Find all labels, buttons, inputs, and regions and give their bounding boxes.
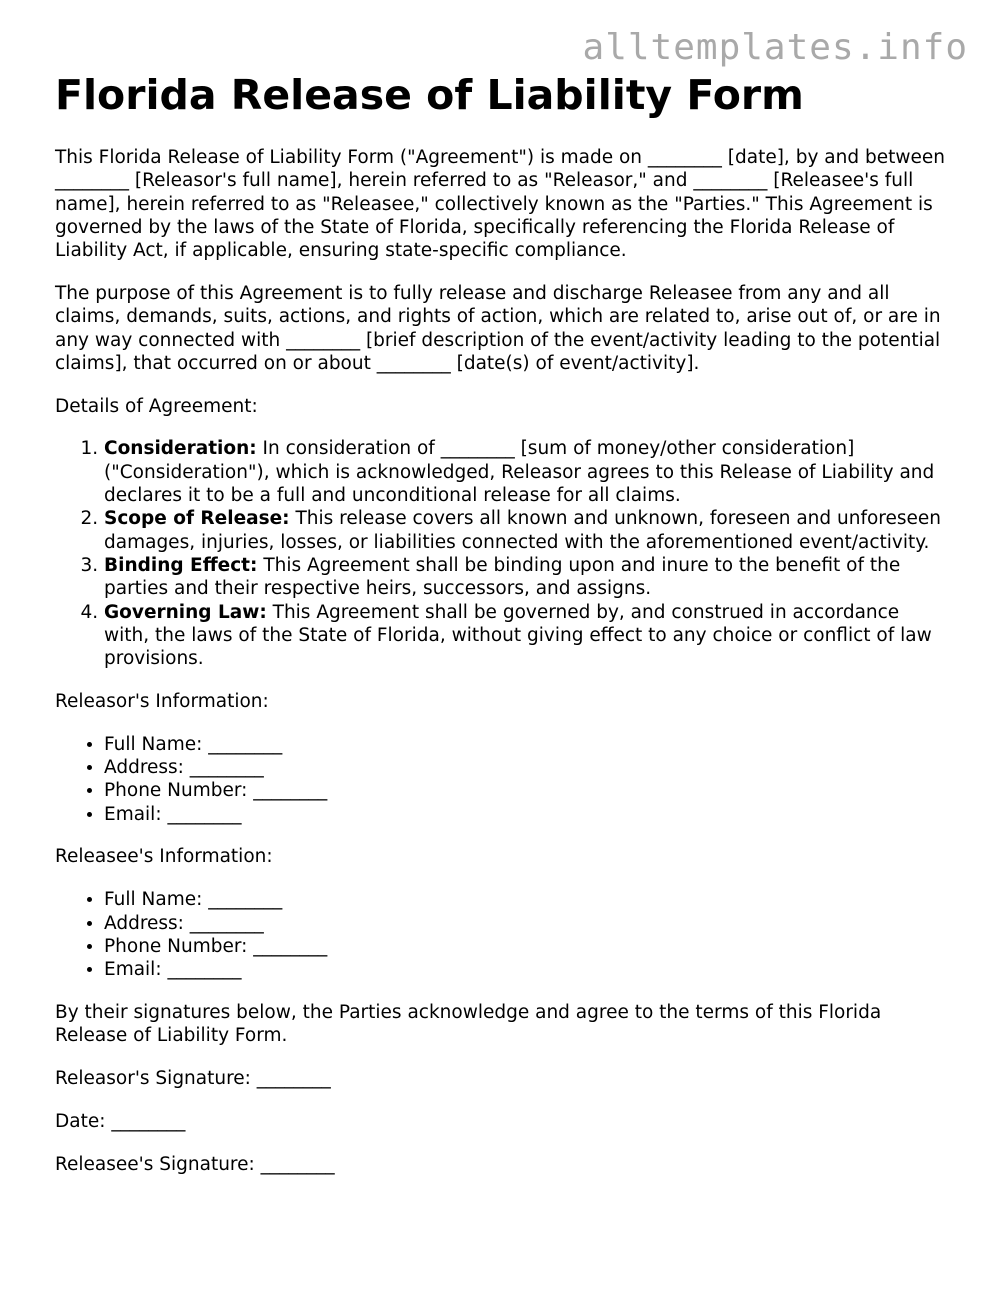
list-item: • Phone Number: ________ xyxy=(104,779,950,802)
item-text: This Agreement shall be binding upon and inure to the benefit of the parties and their respective heirs, successors, and assigns. xyxy=(104,554,901,600)
date-line: Date: ________ xyxy=(55,1110,186,1132)
list-item: • Address: ________ xyxy=(104,912,950,935)
list-item: • Email: ________ xyxy=(104,803,950,826)
item-term: Binding Effect: xyxy=(104,554,258,576)
list-item: • Full Name: ________ xyxy=(104,733,950,756)
list-item-consideration xyxy=(104,437,950,507)
purpose-paragraph: The purpose of this Agreement is to fully release and discharge Releasee from any and all claims, demands, suits, actions, and rights of action, which are related to, arise out of, or are in any way connected with ________ [brief description of the event/activity leading to the potential claims], that occurred on or about ________ [date(s) of event/activity]. xyxy=(55,282,941,374)
releasee-heading: Releasee's Information: xyxy=(55,846,273,868)
list-item: • Full Name: ________ xyxy=(104,888,950,911)
item-text: This Agreement shall be governed by, and construed in accordance with, the laws of the State of Florida, without giving effect to any choice or conflict of law provisions. xyxy=(104,601,932,670)
item-text: This release covers all known and unknown, foreseen and unforeseen damages, injuries, losses, or liabilities connected with the aforementioned event/activity. xyxy=(104,508,942,553)
releasee-fields xyxy=(55,888,950,981)
page-title: Florida Release of Liability Form xyxy=(55,71,804,119)
releasor-heading: Releasor's Information: xyxy=(55,690,269,712)
releasor-fields xyxy=(55,733,950,826)
intro-paragraph: This Florida Release of Liability Form ("Agreement") is made on ________ [date], by and between ________ [Releasor's full name], herein referred to as "Releasor," and ________ [Releasee's full name], herein referred to as "Releasee," collectively known as the "Parties." This Agreement is governed by the laws of the State of Florida, specifically referencing the Florida Release of Liability Act, if applicable, ensuring state-specific compliance. xyxy=(55,147,945,262)
list-item-binding-effect xyxy=(104,554,950,601)
list-item: • Address: ________ xyxy=(104,756,950,779)
details-heading: Details of Agreement: xyxy=(55,395,258,417)
list-item: • Email: ________ xyxy=(104,958,950,981)
list-item-governing-law xyxy=(104,601,950,671)
list-item-scope xyxy=(104,507,950,554)
releasee-signature-line: Releasee's Signature: ________ xyxy=(55,1153,335,1175)
document-body xyxy=(55,70,950,1195)
closing-paragraph: By their signatures below, the Parties acknowledge and agree to the terms of this Florida Release of Liability Form. xyxy=(55,1001,882,1047)
item-term: Scope of Release: xyxy=(104,508,290,530)
releasor-signature-line: Releasor's Signature: ________ xyxy=(55,1068,331,1089)
item-text: In consideration of ________ [sum of money/other consideration] ("Consideration"), which is acknowledged, Releasor agrees to this Release of Liability and declares it to be a full and unconditional release for all claims. xyxy=(104,438,935,507)
details-list xyxy=(55,437,950,670)
item-term: Consideration: xyxy=(104,438,257,460)
list-item: • Phone Number: ________ xyxy=(104,935,950,958)
item-term: Governing Law: xyxy=(104,601,267,623)
watermark: alltemplates.info xyxy=(582,27,968,68)
